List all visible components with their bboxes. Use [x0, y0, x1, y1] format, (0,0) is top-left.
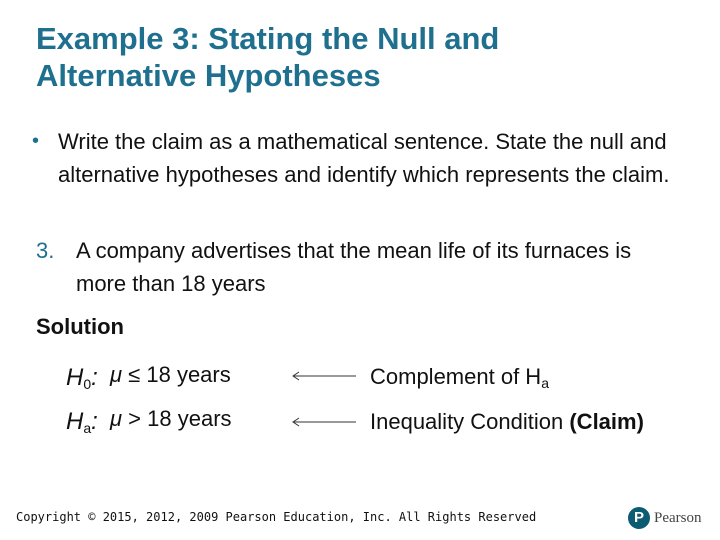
left-arrow-icon [290, 416, 356, 428]
alt-hypothesis-label [370, 409, 644, 435]
bullet-marker: • [32, 130, 40, 152]
left-arrow-icon [290, 370, 356, 382]
example-item [36, 234, 676, 300]
alt-inequality: > 18 years [122, 406, 232, 431]
alt-hypothesis-symbol [66, 408, 112, 436]
null-hypothesis-symbol [66, 364, 112, 392]
slide-title [36, 20, 656, 94]
null-hypothesis-statement [110, 362, 231, 388]
alt-subscript: a [83, 420, 92, 436]
alt-mu: μ [110, 406, 123, 431]
null-mu: μ [110, 362, 123, 387]
alt-colon: : [91, 408, 98, 435]
null-label-subscript: a [541, 375, 549, 391]
pearson-logo-text: Pearson [654, 509, 702, 526]
numbered-row [36, 234, 676, 300]
solution-heading: Solution [36, 314, 124, 339]
null-subscript: 0 [83, 376, 92, 392]
copyright-footer: Copyright © 2015, 2012, 2009 Pearson Education, Inc. All Rights Reserved [16, 510, 537, 524]
instruction-bullet [28, 125, 688, 191]
bullet-item [28, 125, 688, 191]
pearson-logo [628, 505, 702, 531]
null-inequality: ≤ 18 years [122, 362, 231, 387]
alt-h: H [66, 408, 84, 435]
example-number: 3. [36, 238, 55, 263]
claim-tag: (Claim) [569, 409, 644, 434]
null-colon: : [91, 364, 98, 391]
title-line-1: Example 3: Stating the Null and [36, 21, 500, 56]
alt-hypothesis-statement [110, 406, 232, 432]
title-line-2: Alternative Hypotheses [36, 58, 381, 93]
null-label-text: Complement of H [370, 364, 542, 389]
example-text: A company advertises that the mean life of its furnaces is more than 18 years [76, 238, 632, 296]
alt-label-text: Inequality Condition [370, 409, 570, 434]
pearson-logo-icon: P [628, 507, 650, 529]
null-h: H [66, 364, 84, 391]
bullet-text: Write the claim as a mathematical sentence. State the null and alternative hypotheses and identify which represents the claim. [58, 129, 670, 187]
null-hypothesis-label [370, 364, 549, 391]
